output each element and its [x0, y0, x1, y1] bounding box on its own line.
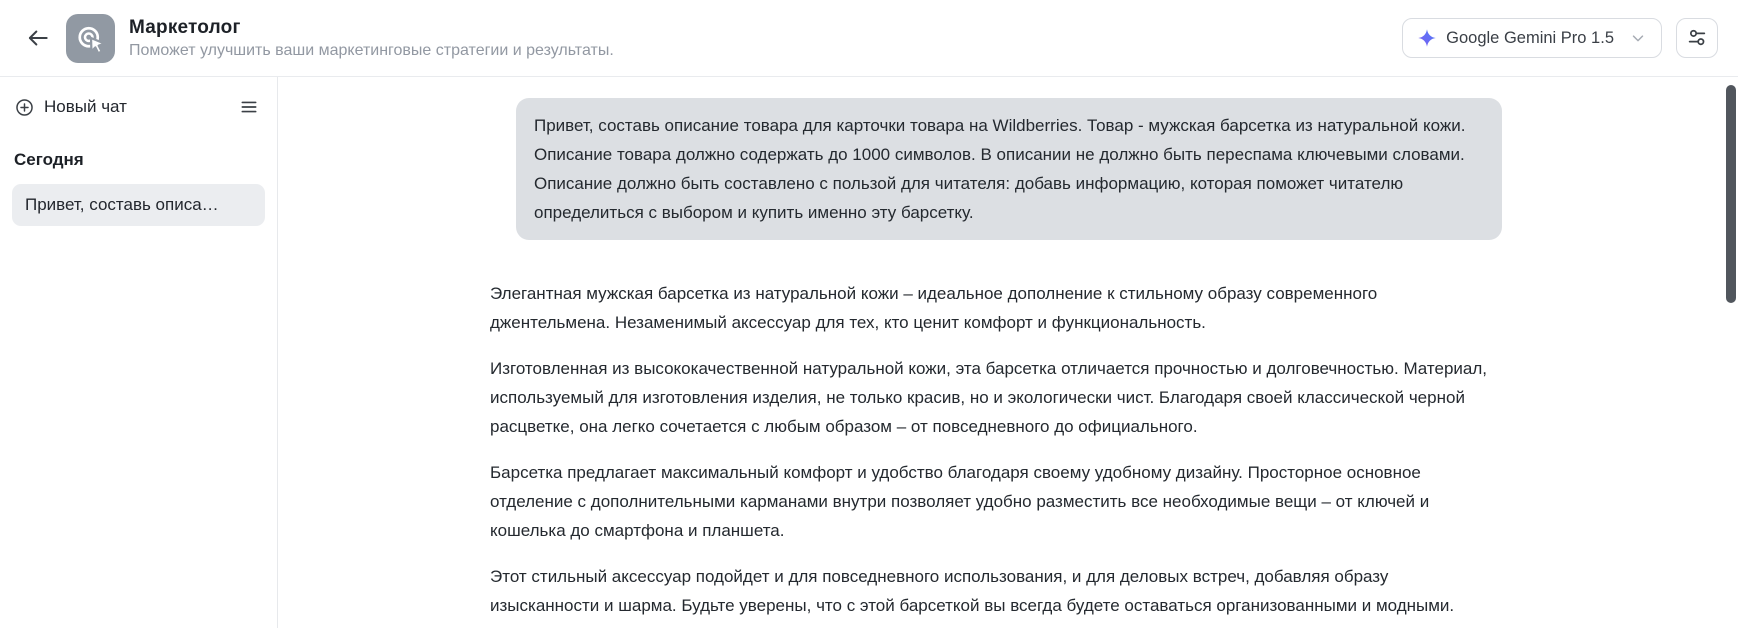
app-header: [0, 0, 1738, 77]
assistant-paragraph: Барсетка предлагает максимальный комфорт и удобство благодаря своему удобному дизайну. Просторное основное отделение с дополнительными карманами внутри позволяет удобно разместить все необходимые вещи – от ключей и кошелька до смартфона и планшета.: [490, 463, 1430, 540]
sliders-icon: [1686, 27, 1708, 49]
click-target-icon: [73, 20, 109, 56]
sidebar-section-today: Сегодня: [14, 150, 84, 169]
assistant-avatar: [66, 14, 115, 63]
model-selector-label: Google Gemini Pro 1.5: [1446, 28, 1614, 47]
scrollbar-track[interactable]: [1724, 77, 1738, 628]
plus-circle-icon: [14, 97, 35, 118]
page-title: Маркетолог: [129, 16, 241, 38]
sparkle-icon: [1417, 28, 1437, 48]
assistant-paragraph: Элегантная мужская барсетка из натуральной кожи – идеальное дополнение к стильному образу современного джентельмена. Незаменимый аксессуар для тех, кто ценит комфорт и функциональность.: [490, 284, 1378, 332]
arrow-left-icon: [25, 25, 51, 51]
new-chat-label: Новый чат: [44, 97, 127, 116]
sidebar-menu-button[interactable]: [235, 93, 263, 121]
sidebar-chat-item[interactable]: Привет, составь описа…: [12, 184, 265, 226]
model-selector[interactable]: [1402, 18, 1662, 58]
sidebar: [0, 77, 278, 628]
assistant-paragraph: Этот стильный аксессуар подойдет и для повседневного использования, и для деловых встреч, добавляя образу изысканности и шарма. Будьте уверены, что с этой барсеткой вы всегда будете оставаться организованными и модными.: [490, 567, 1455, 615]
chevron-down-icon: [1629, 29, 1647, 47]
hamburger-icon: [239, 97, 259, 117]
new-chat-button[interactable]: [14, 97, 127, 118]
scrollbar-thumb[interactable]: [1726, 85, 1736, 303]
back-button[interactable]: [18, 18, 58, 58]
assistant-message: [490, 279, 1502, 628]
user-message-bubble: Привет, составь описание товара для карточки товара на Wildberries. Товар - мужская барсетка из натуральной кожи. Описание товара должно содержать до 1000 символов. В описании не должно быть переспама ключевыми словами. Описание должно быть составлено с пользой для читателя: добавь информацию, которая поможет читателю определиться с выбором и купить именно эту барсетку.: [516, 98, 1502, 240]
model-settings-button[interactable]: [1676, 18, 1718, 58]
page-subtitle: Поможет улучшить ваши маркетинговые стратегии и результаты.: [129, 41, 614, 59]
assistant-paragraph: Изготовленная из высококачественной натуральной кожи, эта барсетка отличается прочностью и долговечностью. Материал, используемый для изготовления изделия, не только красив, но и экологически чист. Благодаря своей классической черной расцветке, она легко сочетается с любым образом – от повседневного до официального.: [490, 359, 1487, 436]
content-area: [0, 77, 1738, 628]
chat-main: [278, 77, 1738, 628]
